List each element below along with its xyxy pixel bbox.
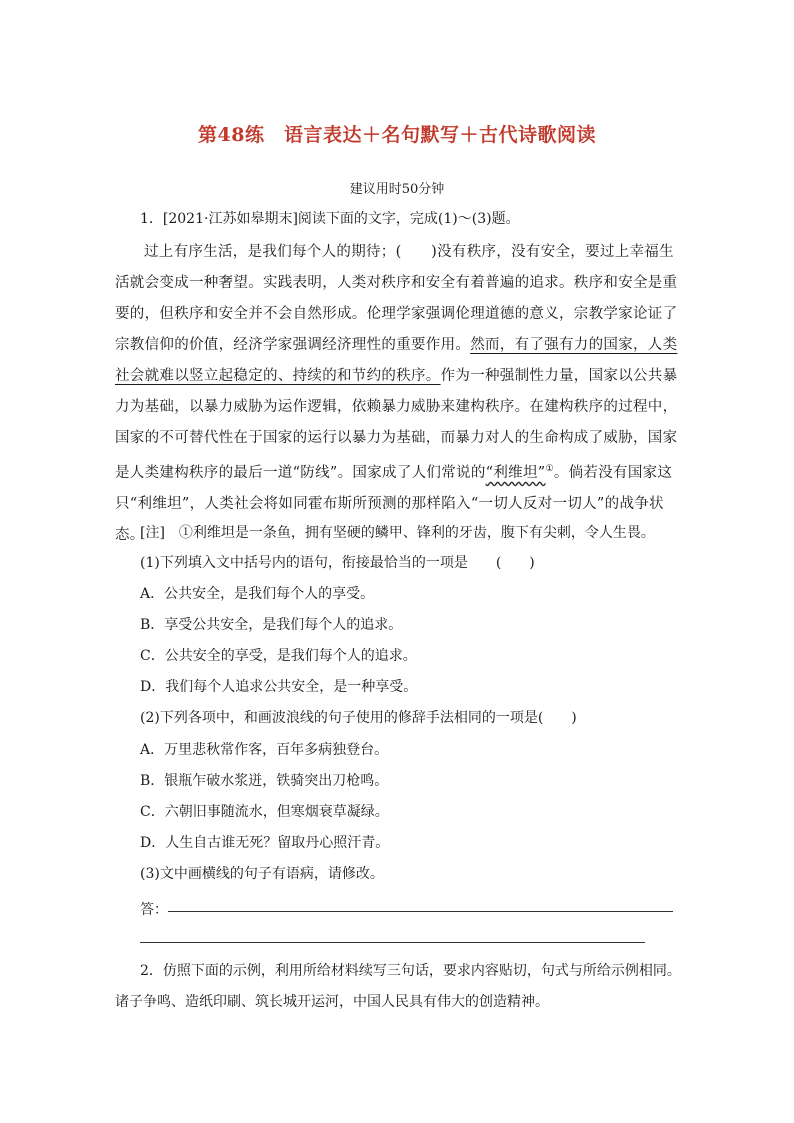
sub2-option-d: D．人生自古谁无死？留取丹心照汗青。 (140, 835, 390, 851)
sub2-option-c: C．六朝旧事随流水，但寒烟衰草凝绿。 (140, 804, 389, 820)
passage-part-a: 过上有序生活，是我们每个人的期待；( )没有秩序，没有安全，要过上幸福生活就会变成一种奢望。实践表明，人类对秩序和安全有着普遍的追求。秩序和安全是重要的，但秩序和安全并不会自然形成。伦理学家强调伦理道德的意义，宗教学家论证了宗教信仰的价值，经济学家强调经济理性的重要作用。 (115, 244, 678, 353)
sub-question-1: (1)下列填入文中括号内的语句，衔接最恰当的一项是 ( ) (140, 555, 535, 571)
question-2-example: 诸子争鸣、造纸印刷、筑长城开运河，中国人民具有伟大的创造精神。 (115, 994, 549, 1010)
sub2-option-b: B．银瓶乍破水浆迸，铁骑突出刀枪鸣。 (140, 773, 389, 789)
wavy-underlined-phrase: “利维坦” (485, 464, 546, 481)
sub1-option-d: D．我们每个人追求公共安全，是一种享受。 (140, 679, 418, 695)
sub1-option-c: C．公共安全的享受，是我们每个人的追求。 (140, 648, 417, 664)
sub-question-2: (2)下列各项中，和画波浪线的句子使用的修辞手法相同的一项是( ) (140, 710, 577, 726)
sub1-option-a: A．公共安全，是我们每个人的享受。 (140, 586, 375, 602)
reading-passage (115, 237, 681, 551)
page-title: 第48练 语言表达＋名句默写＋古代诗歌阅读 (198, 124, 596, 146)
underlined-sentence: 然而，有了强有力的国家，人类社会就难以竖立起稳定的、持续的和节约的秩序。 (115, 337, 678, 384)
passage-part-b: 作为一种强制性力量，国家以公共暴力为基础，以暴力威胁为运作逻辑，依赖暴力威胁来建构秩序。在建构秩序的过程中，国家的不可替代性在于国家的运行以暴力为基础，而暴力对人的生命构成了威胁，国家是人类建构秩序的最后一道“防线”。国家成了人们常说的 (115, 368, 678, 481)
sub1-option-b: B．享受公共安全，是我们每个人的追求。 (140, 617, 403, 633)
suggested-time: 建议用时50分钟 (349, 182, 445, 197)
passage-part-c: 。倘若没有国家这只“利维坦”，人类社会将如同霍布斯所预测的那样陷入“一切人反对一切人”的战争状态。 (115, 464, 673, 543)
sub2-option-a: A．万里悲秋常作客，百年多病独登台。 (140, 742, 389, 758)
answer-label: 答： (140, 902, 168, 918)
answer-line-1[interactable] (168, 911, 673, 912)
answer-line-2[interactable] (140, 942, 645, 943)
footnote: [注] ①利维坦是一条鱼，拥有坚硬的鳞甲、锋利的牙齿，腹下有尖刺，令人生畏。 (140, 525, 655, 541)
question-1-header: 1．[2021·江苏如皋期末]阅读下面的文字，完成(1)～(3)题。 (140, 211, 520, 227)
sub-question-3: (3)文中画横线的句子有语病，请修改。 (140, 866, 384, 882)
footnote-marker: ① (545, 464, 554, 474)
question-2-header: 2．仿照下面的示例，利用所给材料续写三句话，要求内容贴切，句式与所给示例相同。 (140, 963, 681, 979)
